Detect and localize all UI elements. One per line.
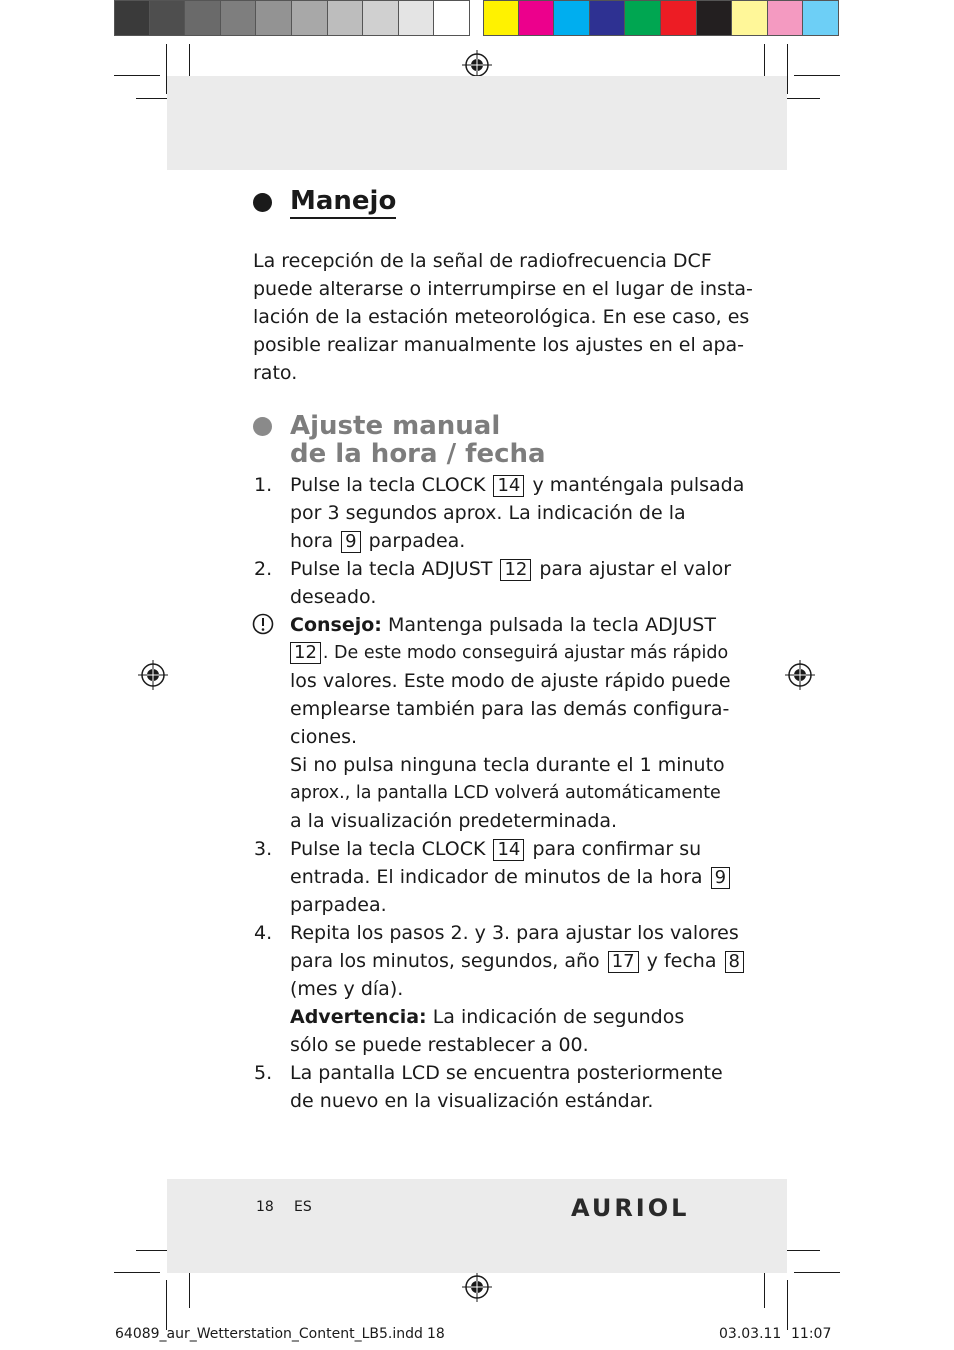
step-1-line [290,471,744,499]
text: Mantenga pulsada la tecla ADJUST [387,614,716,636]
color-swatch [292,0,328,36]
text: Pulse la tecla CLOCK [290,474,486,496]
registration-mark-icon [462,1272,492,1302]
tip-line [290,611,716,639]
step-number: 4. [254,922,273,944]
crop-mark [764,1268,765,1308]
color-swatch [256,0,292,36]
color-swatch [150,0,186,36]
color-swatch [803,0,839,36]
text: y fecha [646,950,717,972]
color-swatch [483,0,519,36]
tip-line: Si no pulsa ninguna tecla durante el 1 minuto [290,754,725,776]
language-code: ES [294,1199,312,1215]
step-number: 3. [254,838,273,860]
brand-logo: AURIOL [571,1194,690,1222]
text: para confirmar su [532,838,702,860]
color-swatch [554,0,590,36]
intro-line: La recepción de la señal de radiofrecuencia DCF [253,250,712,272]
text: La indicación de segundos [432,1006,685,1028]
reference-number: 8 [725,951,744,973]
grayscale-calibration-bar [114,0,470,37]
tip-line: a la visualización predeterminada. [290,810,618,832]
step-number: 2. [254,558,273,580]
step-5-line: de nuevo en la visualización estándar. [290,1090,654,1112]
reference-number: 9 [341,531,360,553]
crop-mark [787,1280,788,1330]
color-swatch [221,0,257,36]
step-3-line: parpadea. [290,894,387,916]
slug-page: 18 [427,1326,445,1342]
footer-panel [167,1179,787,1273]
reference-number: 14 [493,475,524,497]
color-swatch [434,0,470,36]
reference-number: 12 [500,559,531,581]
color-swatch [661,0,697,36]
text: Pulse la tecla CLOCK [290,838,486,860]
step-4-line: sólo se puede restablecer a 00. [290,1034,589,1056]
text: parpadea. [368,530,466,552]
reference-number: 9 [711,867,730,889]
subsection-title [290,412,546,468]
reference-number: 12 [290,642,321,664]
text: para ajustar el valor [539,558,732,580]
step-2-line: deseado. [290,586,377,608]
step-4-line: (mes y día). [290,978,404,1000]
slug-time: 11:07 [791,1326,832,1342]
step-3-line [290,835,701,863]
step-3-line [290,863,732,891]
exclamation-icon [252,613,274,635]
reference-number: 14 [493,839,524,861]
color-swatch [185,0,221,36]
bullet-icon [253,417,272,436]
text: Pulse la tecla ADJUST [290,558,493,580]
color-swatch [697,0,733,36]
tip-label: Consejo: [290,614,382,636]
slug-filename: 64089_aur_Wetterstation_Content_LB5.indd [115,1326,423,1342]
reference-number: 17 [608,951,639,973]
step-4-line: Repita los pasos 2. y 3. para ajustar los valores [290,922,739,944]
crop-mark [794,1272,840,1273]
registration-mark-icon [138,660,168,690]
step-1-line [290,527,465,555]
crop-mark [794,75,840,76]
tip-line: los valores. Este modo de ajuste rápido puede [290,670,731,692]
section-title: Manejo [290,186,396,219]
step-4-line [290,947,746,975]
color-swatch [590,0,626,36]
intro-line: rato. [253,362,298,384]
registration-mark-icon [785,660,815,690]
step-1-line: por 3 segundos aprox. La indicación de la [290,502,686,524]
step-number: 1. [254,474,273,496]
page-number: 18 [256,1199,274,1215]
crop-mark [166,1280,167,1330]
intro-line: lación de la estación meteorológica. En ese caso, es [253,306,750,328]
intro-line: posible realizar manualmente los ajustes en el apa- [253,334,745,356]
color-swatch [768,0,804,36]
color-swatch [732,0,768,36]
slug-date: 03.03.11 [719,1326,782,1342]
step-5-line: La pantalla LCD se encuentra posteriormente [290,1062,723,1084]
crop-mark [114,1272,160,1273]
tip-line: aprox., la pantalla LCD volverá automáticamente [290,783,721,803]
intro-line: puede alterarse o interrumpirse en el lugar de insta- [253,278,753,300]
bullet-icon [253,193,272,212]
crop-mark [189,1268,190,1308]
crop-mark [787,44,788,94]
subsection-title-line2: de la hora / fecha [290,439,546,469]
color-swatch [328,0,364,36]
tip-line: emplearse también para las demás configura- [290,698,730,720]
step-2-line [290,555,731,583]
color-swatch [625,0,661,36]
color-calibration-bar [483,0,839,37]
subsection-title-line1: Ajuste manual [290,411,501,441]
text: hora [290,530,334,552]
text: y manténgala pulsada [532,474,745,496]
color-swatch [519,0,555,36]
text: entrada. El indicador de minutos de la hora [290,866,703,888]
tip-line: ciones. [290,726,358,748]
tip-line [290,639,728,667]
step-4-line [290,1003,684,1031]
header-panel [167,76,787,170]
text: para los minutos, segundos, año [290,950,600,972]
color-swatch [114,0,150,36]
crop-mark [114,75,160,76]
color-swatch [399,0,435,36]
warning-label: Advertencia: [290,1006,427,1028]
text: . De este modo conseguirá ajustar más rápido [322,643,729,663]
color-swatch [363,0,399,36]
step-number: 5. [254,1062,273,1084]
